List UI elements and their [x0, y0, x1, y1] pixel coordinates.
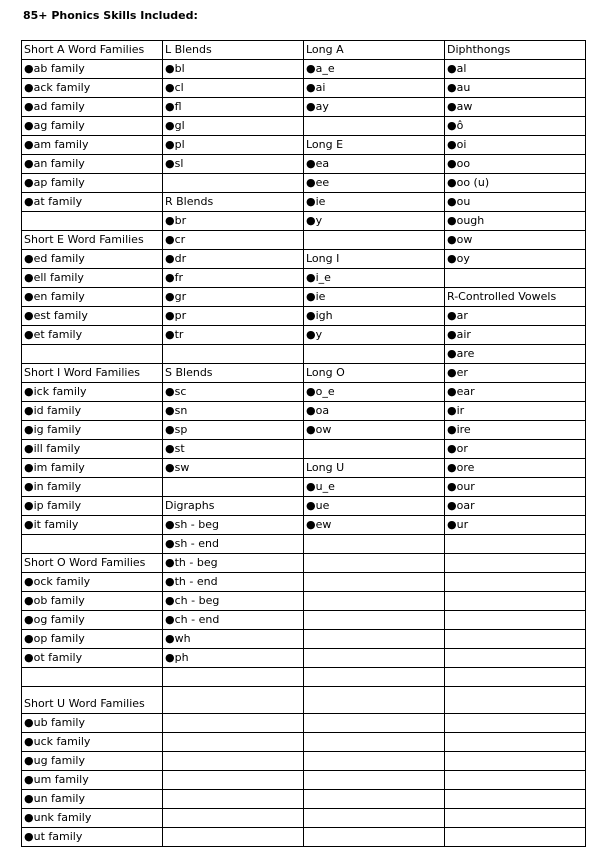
table-cell: Long I: [304, 250, 445, 269]
table-cell: [304, 687, 445, 714]
table-cell: ●oo (u): [445, 174, 586, 193]
table-cell: [163, 714, 304, 733]
table-cell: ●ee: [304, 174, 445, 193]
table-cell: ●i_e: [304, 269, 445, 288]
table-row: [22, 752, 586, 771]
table-cell: ●ab family: [22, 60, 163, 79]
table-cell: ●sn: [163, 402, 304, 421]
table-cell: ●ap family: [22, 174, 163, 193]
table-cell: ●ire: [445, 421, 586, 440]
table-cell: ●th - beg: [163, 554, 304, 573]
table-row: [22, 771, 586, 790]
table-cell: ●bl: [163, 60, 304, 79]
table-row: [22, 193, 586, 212]
table-row: [22, 478, 586, 497]
table-cell: Long A: [304, 41, 445, 60]
table-cell: ●ay: [304, 98, 445, 117]
table-cell: ●op family: [22, 630, 163, 649]
table-cell: ●ore: [445, 459, 586, 478]
table-row: [22, 421, 586, 440]
table-cell: ●or: [445, 440, 586, 459]
table-cell: ●oy: [445, 250, 586, 269]
table-cell: ●ar: [445, 307, 586, 326]
table-cell: ●dr: [163, 250, 304, 269]
table-cell: [445, 687, 586, 714]
table-cell: [304, 611, 445, 630]
table-row: [22, 649, 586, 668]
table-cell: ●aw: [445, 98, 586, 117]
table-cell: [304, 668, 445, 687]
table-cell: ●sc: [163, 383, 304, 402]
table-cell: [445, 554, 586, 573]
table-cell: R-Controlled Vowels: [445, 288, 586, 307]
table-cell: ●um family: [22, 771, 163, 790]
table-cell: ●ph: [163, 649, 304, 668]
table-cell: [445, 809, 586, 828]
table-cell: [163, 668, 304, 687]
table-row: [22, 790, 586, 809]
table-cell: ●im family: [22, 459, 163, 478]
table-cell: ●ag family: [22, 117, 163, 136]
table-cell: [445, 611, 586, 630]
table-cell: ●oo: [445, 155, 586, 174]
table-row: [22, 733, 586, 752]
table-cell: [163, 478, 304, 497]
table-cell: [304, 714, 445, 733]
table-cell: ●ie: [304, 193, 445, 212]
table-cell: [445, 714, 586, 733]
table-cell: [304, 752, 445, 771]
table-cell: Short E Word Families: [22, 231, 163, 250]
table-cell: ●ew: [304, 516, 445, 535]
table-cell: [163, 828, 304, 847]
table-row: [22, 231, 586, 250]
table-row: [22, 155, 586, 174]
table-row: [22, 809, 586, 828]
table-row: [22, 79, 586, 98]
table-row: [22, 60, 586, 79]
table-cell: ●ed family: [22, 250, 163, 269]
table-row: [22, 516, 586, 535]
table-cell: ●ell family: [22, 269, 163, 288]
table-cell: ●gr: [163, 288, 304, 307]
table-cell: [445, 828, 586, 847]
table-cell: ●sl: [163, 155, 304, 174]
table-cell: ●our: [445, 478, 586, 497]
table-cell: ●ear: [445, 383, 586, 402]
table-cell: Short O Word Families: [22, 554, 163, 573]
table-cell: Long O: [304, 364, 445, 383]
table-cell: ●ip family: [22, 497, 163, 516]
table-row: [22, 98, 586, 117]
table-row: [22, 345, 586, 364]
page-title: 85+ Phonics Skills Included:: [23, 9, 198, 22]
table-cell: [304, 440, 445, 459]
table-cell: [22, 535, 163, 554]
table-cell: [163, 752, 304, 771]
table-cell: ●o_e: [304, 383, 445, 402]
table-cell: ●ow: [445, 231, 586, 250]
table-cell: ●are: [445, 345, 586, 364]
table-cell: [304, 231, 445, 250]
table-cell: ●at family: [22, 193, 163, 212]
table-row: [22, 714, 586, 733]
phonics-skills-table: [21, 40, 586, 847]
table-cell: [304, 592, 445, 611]
table-row: [22, 136, 586, 155]
table-cell: ●sw: [163, 459, 304, 478]
table-cell: L Blends: [163, 41, 304, 60]
table-cell: ●est family: [22, 307, 163, 326]
table-cell: [304, 809, 445, 828]
table-cell: [445, 649, 586, 668]
table-cell: ●pr: [163, 307, 304, 326]
table-cell: ●ick family: [22, 383, 163, 402]
table-cell: [445, 573, 586, 592]
phonics-skills-table-body: [22, 41, 586, 847]
table-cell: [22, 668, 163, 687]
table-cell: ●ug family: [22, 752, 163, 771]
table-cell: ●fl: [163, 98, 304, 117]
table-cell: [304, 733, 445, 752]
table-cell: Short U Word Families: [22, 687, 163, 714]
table-cell: Short I Word Families: [22, 364, 163, 383]
table-cell: Long U: [304, 459, 445, 478]
table-cell: ●air: [445, 326, 586, 345]
table-cell: ●ut family: [22, 828, 163, 847]
table-cell: ●br: [163, 212, 304, 231]
table-cell: ●in family: [22, 478, 163, 497]
table-cell: ●au: [445, 79, 586, 98]
table-cell: ●am family: [22, 136, 163, 155]
table-cell: ●ue: [304, 497, 445, 516]
table-cell: ●ot family: [22, 649, 163, 668]
table-cell: [163, 771, 304, 790]
table-row: [22, 364, 586, 383]
table-cell: ●sh - beg: [163, 516, 304, 535]
table-cell: ●en family: [22, 288, 163, 307]
table-cell: Long E: [304, 136, 445, 155]
table-cell: ●uck family: [22, 733, 163, 752]
table-cell: [304, 771, 445, 790]
table-cell: [163, 790, 304, 809]
table-cell: ●ai: [304, 79, 445, 98]
table-row: [22, 668, 586, 687]
table-cell: ●an family: [22, 155, 163, 174]
table-cell: ●un family: [22, 790, 163, 809]
table-cell: [22, 212, 163, 231]
table-row: [22, 174, 586, 193]
table-cell: ●og family: [22, 611, 163, 630]
table-row: [22, 326, 586, 345]
table-cell: ●oi: [445, 136, 586, 155]
table-row: [22, 459, 586, 478]
table-cell: ●cl: [163, 79, 304, 98]
table-row: [22, 630, 586, 649]
table-cell: [304, 554, 445, 573]
table-cell: ●oa: [304, 402, 445, 421]
table-cell: [163, 809, 304, 828]
table-row: [22, 497, 586, 516]
table-cell: [445, 733, 586, 752]
table-cell: [445, 668, 586, 687]
table-row: [22, 554, 586, 573]
table-cell: [445, 592, 586, 611]
table-cell: ●ough: [445, 212, 586, 231]
table-cell: [304, 649, 445, 668]
table-cell: ●ur: [445, 516, 586, 535]
table-cell: ●ea: [304, 155, 445, 174]
table-row: [22, 440, 586, 459]
table-cell: [445, 790, 586, 809]
table-row: [22, 288, 586, 307]
table-cell: [304, 828, 445, 847]
table-cell: ●sp: [163, 421, 304, 440]
table-cell: Digraphs: [163, 497, 304, 516]
table-row: [22, 117, 586, 136]
table-cell: [304, 790, 445, 809]
table-cell: ●al: [445, 60, 586, 79]
table-row: [22, 250, 586, 269]
table-cell: [445, 630, 586, 649]
table-row: [22, 212, 586, 231]
table-cell: ●ou: [445, 193, 586, 212]
table-row: [22, 383, 586, 402]
table-cell: [304, 117, 445, 136]
table-row: [22, 269, 586, 288]
table-cell: ●ob family: [22, 592, 163, 611]
table-cell: ●th - end: [163, 573, 304, 592]
table-cell: ●it family: [22, 516, 163, 535]
table-cell: [445, 771, 586, 790]
table-cell: [304, 535, 445, 554]
table-row: [22, 592, 586, 611]
table-cell: Diphthongs: [445, 41, 586, 60]
table-row: [22, 687, 586, 714]
table-cell: [22, 345, 163, 364]
table-cell: [163, 174, 304, 193]
table-cell: ●fr: [163, 269, 304, 288]
table-cell: [304, 345, 445, 364]
table-row: [22, 535, 586, 554]
table-cell: ●ie: [304, 288, 445, 307]
table-cell: ●tr: [163, 326, 304, 345]
table-cell: ●ill family: [22, 440, 163, 459]
table-cell: ●wh: [163, 630, 304, 649]
table-cell: ●a_e: [304, 60, 445, 79]
table-row: [22, 41, 586, 60]
table-cell: ●cr: [163, 231, 304, 250]
table-cell: [304, 573, 445, 592]
table-cell: ●pl: [163, 136, 304, 155]
table-cell: ●ig family: [22, 421, 163, 440]
table-cell: ●y: [304, 326, 445, 345]
table-cell: ●ch - end: [163, 611, 304, 630]
table-cell: ●ow: [304, 421, 445, 440]
table-row: [22, 573, 586, 592]
table-cell: [304, 630, 445, 649]
table-cell: ●oar: [445, 497, 586, 516]
table-cell: ●sh - end: [163, 535, 304, 554]
table-row: [22, 402, 586, 421]
table-cell: Short A Word Families: [22, 41, 163, 60]
table-cell: ●er: [445, 364, 586, 383]
table-cell: R Blends: [163, 193, 304, 212]
table-row: [22, 307, 586, 326]
table-cell: [163, 345, 304, 364]
table-cell: ●u_e: [304, 478, 445, 497]
table-cell: [163, 733, 304, 752]
table-cell: ●ad family: [22, 98, 163, 117]
table-cell: S Blends: [163, 364, 304, 383]
table-row: [22, 611, 586, 630]
table-cell: ●et family: [22, 326, 163, 345]
table-cell: [163, 687, 304, 714]
table-cell: ●y: [304, 212, 445, 231]
table-cell: ●ack family: [22, 79, 163, 98]
table-cell: ●st: [163, 440, 304, 459]
table-cell: ●ock family: [22, 573, 163, 592]
table-cell: ●igh: [304, 307, 445, 326]
table-cell: ●unk family: [22, 809, 163, 828]
table-cell: ●ir: [445, 402, 586, 421]
table-cell: [445, 535, 586, 554]
table-cell: ●id family: [22, 402, 163, 421]
table-row: [22, 828, 586, 847]
table-cell: [445, 752, 586, 771]
table-cell: ●ch - beg: [163, 592, 304, 611]
table-cell: ●ô: [445, 117, 586, 136]
table-cell: [445, 269, 586, 288]
table-cell: ●gl: [163, 117, 304, 136]
table-cell: ●ub family: [22, 714, 163, 733]
